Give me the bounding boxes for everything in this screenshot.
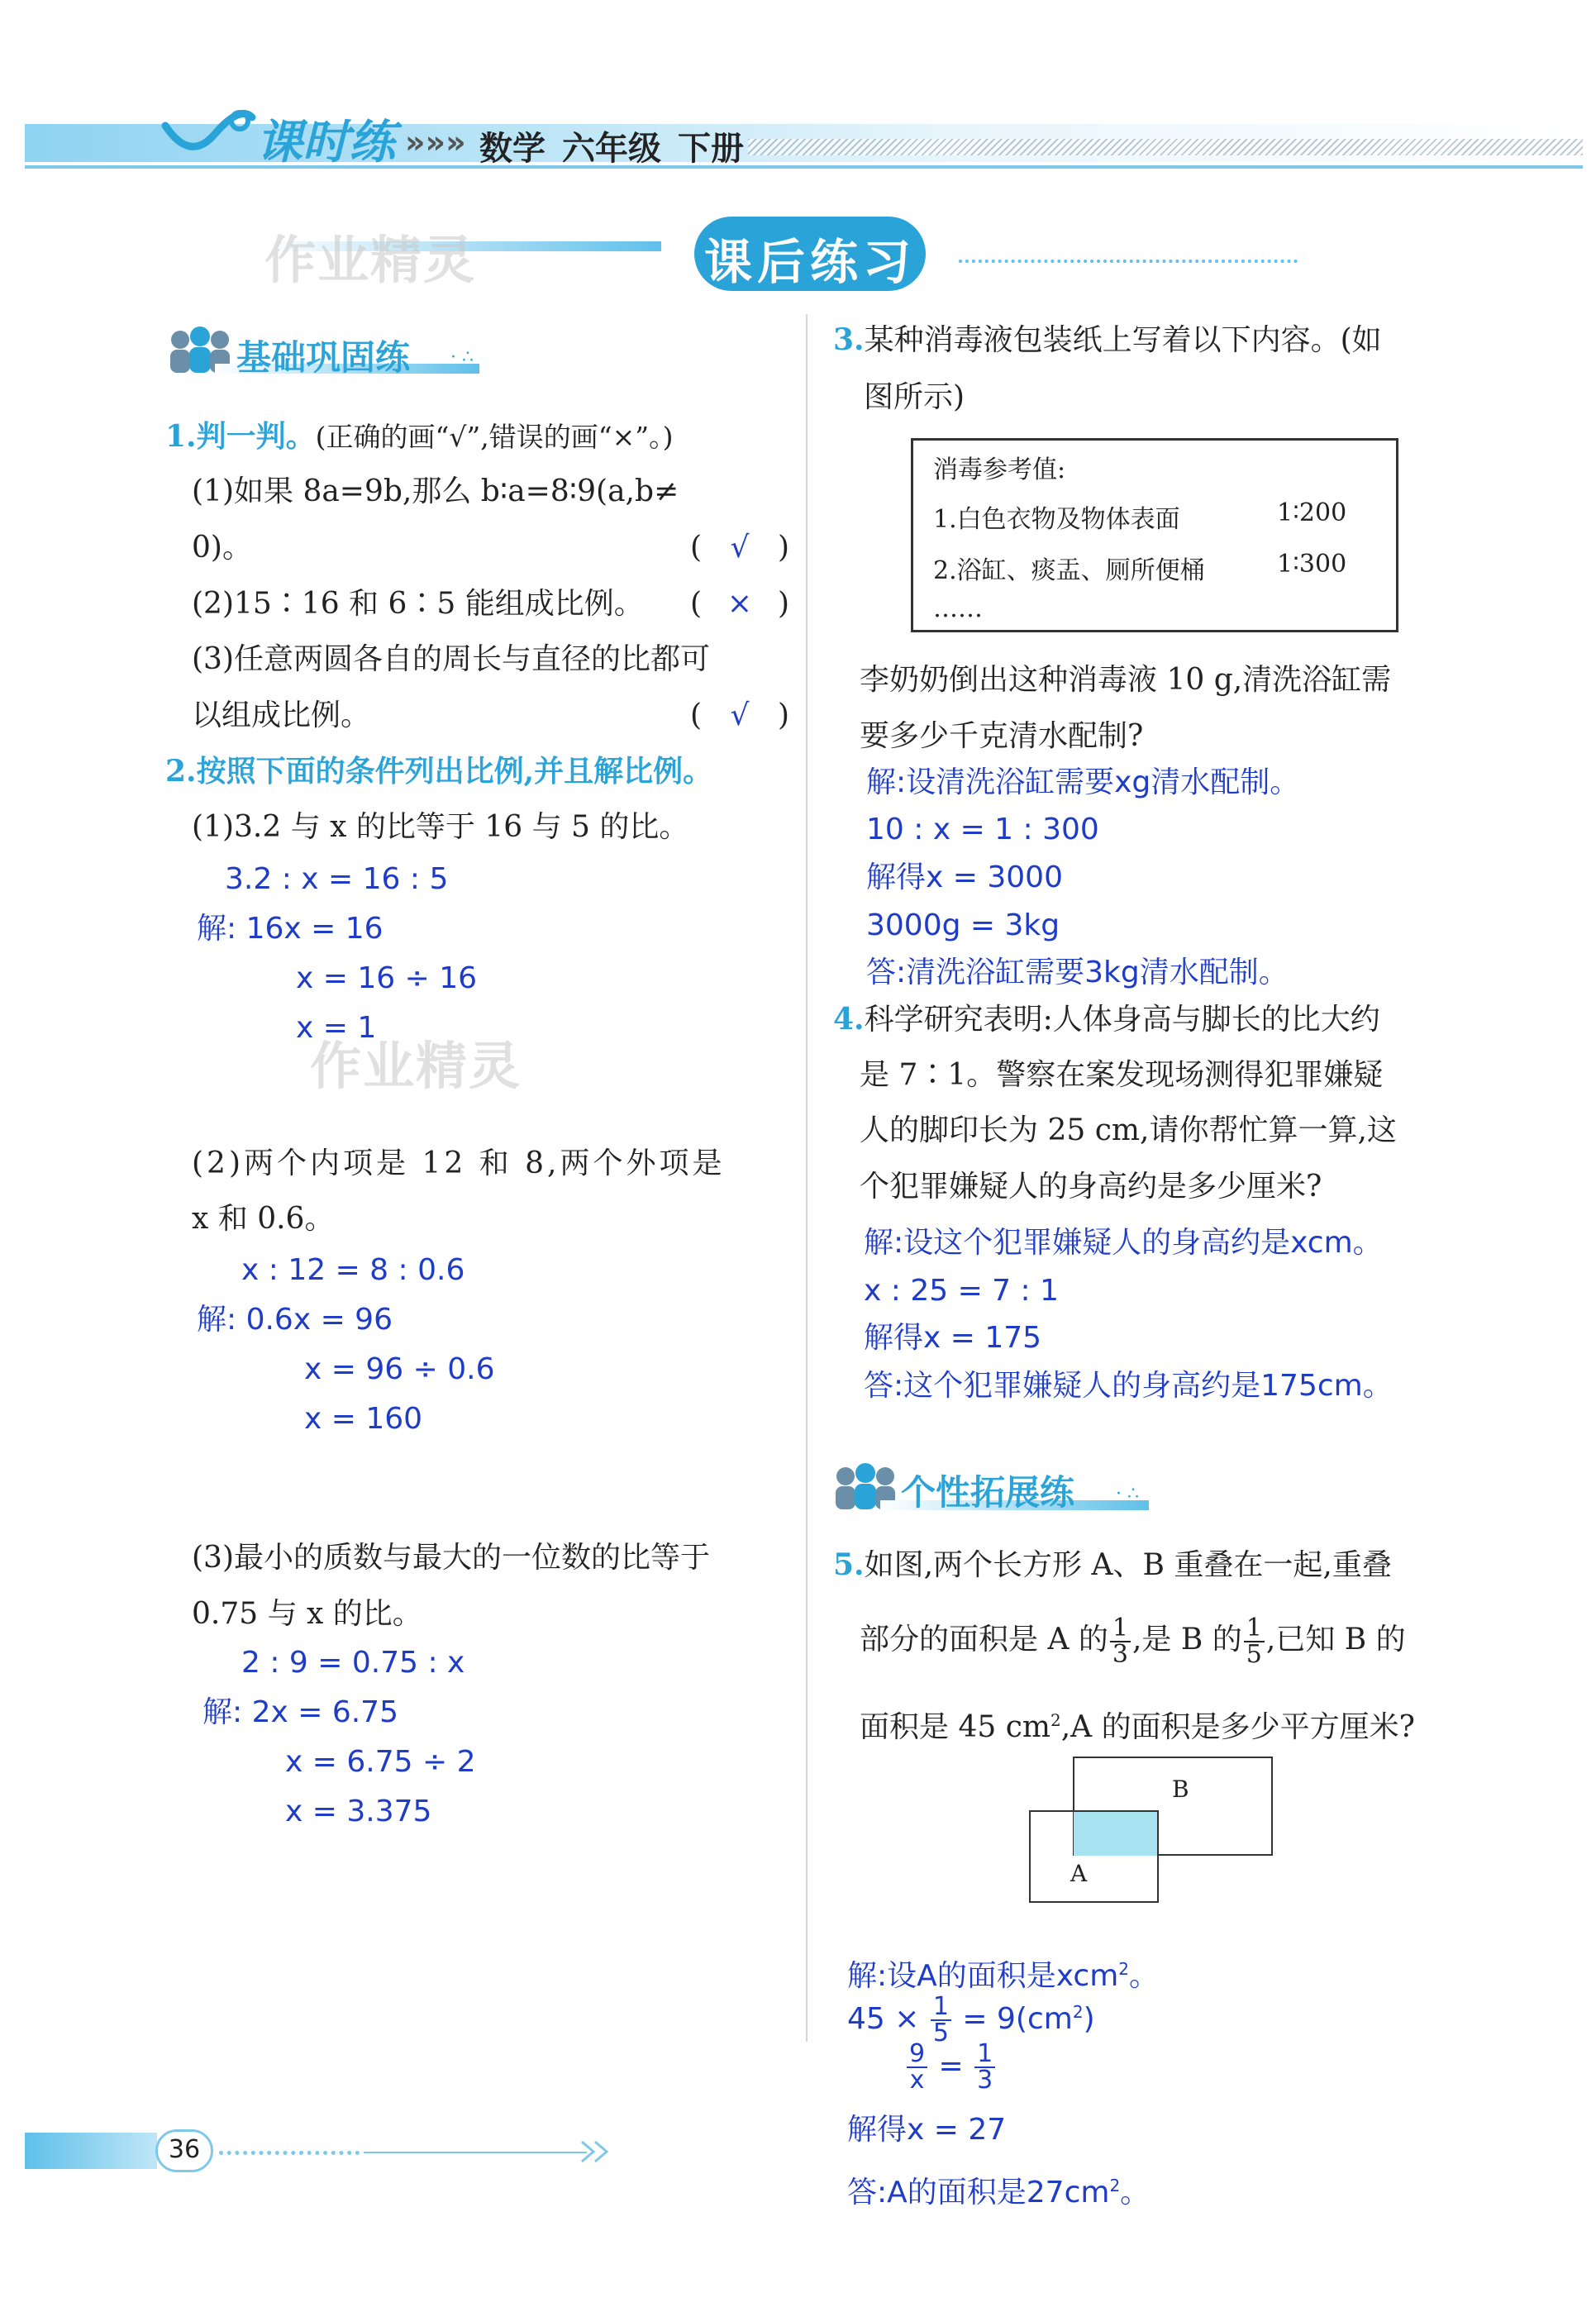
q2-part2-step1: 解: 0.6x = 96: [197, 1303, 393, 1337]
q3-box-row1-label: 1.白色衣物及物体表面: [933, 505, 1180, 534]
q2-part1-step1: 解: 16x = 16: [197, 912, 384, 946]
q1-item-2-line1: (2)15∶16 和 6∶5 能组成比例。: [192, 587, 644, 621]
q5-sup: 2: [1051, 1710, 1061, 1730]
q5-answer-eq2: [905, 2039, 997, 2095]
q3-box-title: 消毒参考值:: [933, 455, 1066, 484]
q3-box-row2-label: 2.浴缸、痰盂、厕所便桶: [933, 556, 1205, 585]
q1-heading: [165, 417, 674, 456]
q1-item-1-bracket: [690, 529, 789, 567]
q4-answer-1: 解:设这个犯罪嫌疑人的身高约是xcm。: [864, 1226, 1383, 1260]
header-hatch: [748, 139, 1583, 155]
q2-part2-step3: x = 160: [304, 1402, 423, 1436]
q4-line2: 是 7∶1。警察在案发现场测得犯罪嫌疑: [860, 1058, 1384, 1092]
paren-right: ): [777, 587, 789, 621]
q4-answer-2: x : 25 = 7 : 1: [864, 1274, 1060, 1308]
q1-title: 判一判。: [196, 419, 316, 454]
q5-text-2b: ,是 B 的: [1131, 1623, 1242, 1657]
q4-line3: 人的脚印长为 25 cm,请你帮忙算一算,这: [860, 1113, 1397, 1147]
q1-item-1-answer: √: [730, 531, 750, 565]
q5-eq1-left: 45 ×: [847, 2002, 920, 2036]
q5-fraction-one-fifth: [1244, 1616, 1265, 1667]
frac-denominator: 5: [1246, 1640, 1262, 1669]
q3-answer-5: 答:清洗浴缸需要3kg清水配制。: [866, 956, 1289, 989]
extend-section-title: 个性拓展练: [901, 1472, 1075, 1513]
q5-final-text: 答:A的面积是27cm: [847, 2176, 1110, 2210]
q1-number: 1.: [165, 419, 197, 454]
q2-part1-prompt: (1)3.2 与 x 的比等于 16 与 5 的比。: [192, 810, 689, 844]
header-subject: 数学: [479, 130, 545, 168]
brand-logo-icon: [157, 101, 256, 167]
q5-text-1: 如图,两个长方形 A、B 重叠在一起,重叠: [864, 1548, 1392, 1582]
q5-number: 5.: [833, 1547, 865, 1582]
q2-title: 按照下面的条件列出比例,并且解比例。: [196, 754, 713, 789]
q5-eq1-fraction: [931, 1992, 951, 2047]
frac-denominator: 3: [977, 2066, 993, 2095]
paren-left: (: [690, 587, 703, 621]
q3-answer-2: 10 : x = 1 : 300: [866, 813, 1099, 846]
q4-answer-3: 解得x = 175: [864, 1321, 1042, 1355]
q3-answer-3: 解得x = 3000: [866, 860, 1063, 894]
q3-answer-1: 解:设清洗浴缸需要xg清水配制。: [866, 765, 1300, 799]
basic-sparkle-icon: · ∴: [450, 347, 474, 368]
q5-text-3b: ,A 的面积是多少平方厘米?: [1060, 1710, 1415, 1744]
q5-answer-intro-end: 。: [1129, 1959, 1160, 1993]
q5-line3: [860, 1701, 1415, 1747]
q2-part3-prompt2: 0.75 与 x 的比。: [192, 1597, 422, 1631]
q5-text-3a: 面积是 45 cm: [860, 1710, 1051, 1744]
q3-question-line2: 要多少千克清水配制?: [860, 719, 1144, 753]
frac-numerator: 1: [1244, 1616, 1265, 1642]
q1-item-3-answer: √: [730, 698, 750, 732]
q1-item-2-answer: ×: [727, 587, 753, 621]
q1-item-1-line1: (1)如果 8a=9b,那么 b∶a=8∶9(a,b≠: [192, 474, 679, 508]
q5-answer-intro: [847, 1951, 1159, 1995]
q2-part3-step2: x = 6.75 ÷ 2: [285, 1745, 476, 1779]
q5-answer-intro-text: 解:设A的面积是xcm: [847, 1959, 1119, 1993]
q5-rect-a: [1029, 1810, 1159, 1903]
q5-eq1-right: = 9(cm: [962, 2002, 1073, 2036]
page-number: 36: [168, 2135, 201, 2164]
banner-title: 课后练习: [703, 234, 916, 290]
q1-item-3-bracket: [690, 697, 789, 735]
q5-answer-eq3: 解得x = 27: [847, 2113, 1007, 2147]
q3-text: 某种消毒液包装纸上写着以下内容。(如: [864, 323, 1382, 357]
watermark-middle: 作业精灵: [310, 1036, 522, 1096]
footer-dots: [219, 2151, 360, 2155]
frac-numerator: 1: [1110, 1616, 1131, 1642]
q5-text-2c: ,已知 B 的: [1265, 1623, 1406, 1657]
basic-section-title: 基础巩固练: [236, 337, 411, 378]
q5-text-2a: 部分的面积是 A 的: [860, 1623, 1108, 1657]
q3-box-row2-ratio: 1∶300: [1277, 550, 1347, 579]
q3-line1: [833, 321, 1382, 360]
q3-info-box: [911, 438, 1398, 632]
q4-line4: 个犯罪嫌疑人的身高约是多少厘米?: [860, 1170, 1322, 1204]
q2-part3-prompt1: (3)最小的质数与最大的一位数的比等于: [192, 1541, 710, 1575]
q1-item-2-bracket: [690, 585, 789, 623]
paren-right: ): [777, 531, 789, 565]
frac-numerator: 9: [907, 2042, 927, 2068]
frac-numerator: 1: [931, 1995, 951, 2021]
q2-part2-eq: x : 12 = 8 : 0.6: [241, 1253, 465, 1287]
q5-eq2-equals: =: [938, 2049, 964, 2083]
q2-part2-prompt2: x 和 0.6。: [192, 1202, 335, 1236]
q5-line2: [860, 1616, 1406, 1667]
q2-number: 2.: [165, 754, 197, 789]
paren-left: (: [690, 531, 703, 565]
q5-eq2-right-fraction: [974, 2039, 995, 2095]
q3-box-row1-ratio: 1∶200: [1277, 498, 1347, 527]
header-grade: 六年级: [562, 130, 661, 168]
q5-answer-final: [847, 2167, 1150, 2211]
q2-part1-step3: x = 1: [296, 1011, 377, 1045]
banner-dotted-right: [959, 260, 1298, 263]
q2-part3-step1: 解: 2x = 6.75: [202, 1695, 398, 1729]
q2-part2-step2: x = 96 ÷ 0.6: [304, 1352, 495, 1386]
header-volume: 下册: [678, 130, 744, 168]
q2-part2-prompt1: (2)两个内项是 12 和 8,两个外项是: [192, 1146, 726, 1180]
q5-label-b: B: [1172, 1776, 1189, 1803]
frac-denominator: 5: [932, 2019, 949, 2047]
q5-line1: [833, 1546, 1392, 1585]
q1-item-3-line2: 以组成比例。: [192, 698, 371, 732]
q3-line2: 图所示): [864, 380, 965, 414]
footer-bar: [25, 2133, 157, 2169]
q2-part3-eq: 2 : 9 = 0.75 : x: [241, 1646, 465, 1680]
footer-arrow-icon: [579, 2137, 612, 2170]
q5-eq1-close: ): [1083, 2002, 1095, 2036]
paren-left: (: [690, 698, 703, 732]
q2-part1-step2: x = 16 ÷ 16: [296, 961, 478, 995]
sup: 2: [1109, 2176, 1121, 2195]
q3-question-line1: 李奶奶倒出这种消毒液 10 g,清洗浴缸需: [860, 663, 1392, 697]
watermark-top: 作业精灵: [264, 230, 477, 290]
q2-part1-eq: 3.2 : x = 16 : 5: [225, 862, 449, 896]
q2-heading: [165, 752, 712, 791]
extend-sparkle-icon: · ∴: [1116, 1484, 1139, 1504]
q1-instruction: (正确的画“√”,错误的画“×”。): [315, 421, 674, 453]
q3-box-more: ……: [933, 594, 983, 623]
q5-fraction-one-third: [1110, 1616, 1131, 1667]
q4-text-1: 科学研究表明:人体身高与脚长的比大约: [864, 1003, 1380, 1037]
header-arrows: »»»: [405, 124, 466, 160]
q1-item-1-line2: 0)。: [192, 531, 252, 565]
brand-title: 课时练: [256, 116, 395, 169]
q5-eq2-left-fraction: [907, 2039, 927, 2095]
frac-denominator: x: [909, 2066, 925, 2095]
q3-answer-4: 3000g = 3kg: [866, 908, 1060, 942]
q4-number: 4.: [833, 1002, 865, 1037]
q2-part3-step3: x = 3.375: [285, 1795, 432, 1828]
q4-answer-4: 答:这个犯罪嫌疑人的身高约是175cm。: [864, 1369, 1393, 1403]
q4-line1: [833, 1000, 1380, 1039]
q5-answer-eq1: [847, 1994, 1095, 2046]
q5-label-a: A: [1070, 1860, 1088, 1887]
sup: 2: [1118, 1959, 1130, 1979]
footer-line: [364, 2152, 587, 2153]
frac-numerator: 1: [974, 2042, 995, 2068]
q1-item-3-line1: (3)任意两圆各自的周长与直径的比都可: [192, 642, 710, 676]
frac-denominator: 3: [1112, 1640, 1128, 1669]
q5-final-end: 。: [1120, 2176, 1151, 2210]
q3-number: 3.: [833, 322, 865, 357]
column-divider: [806, 314, 808, 2042]
sup: 2: [1072, 2002, 1084, 2022]
paren-right: ): [777, 698, 789, 732]
